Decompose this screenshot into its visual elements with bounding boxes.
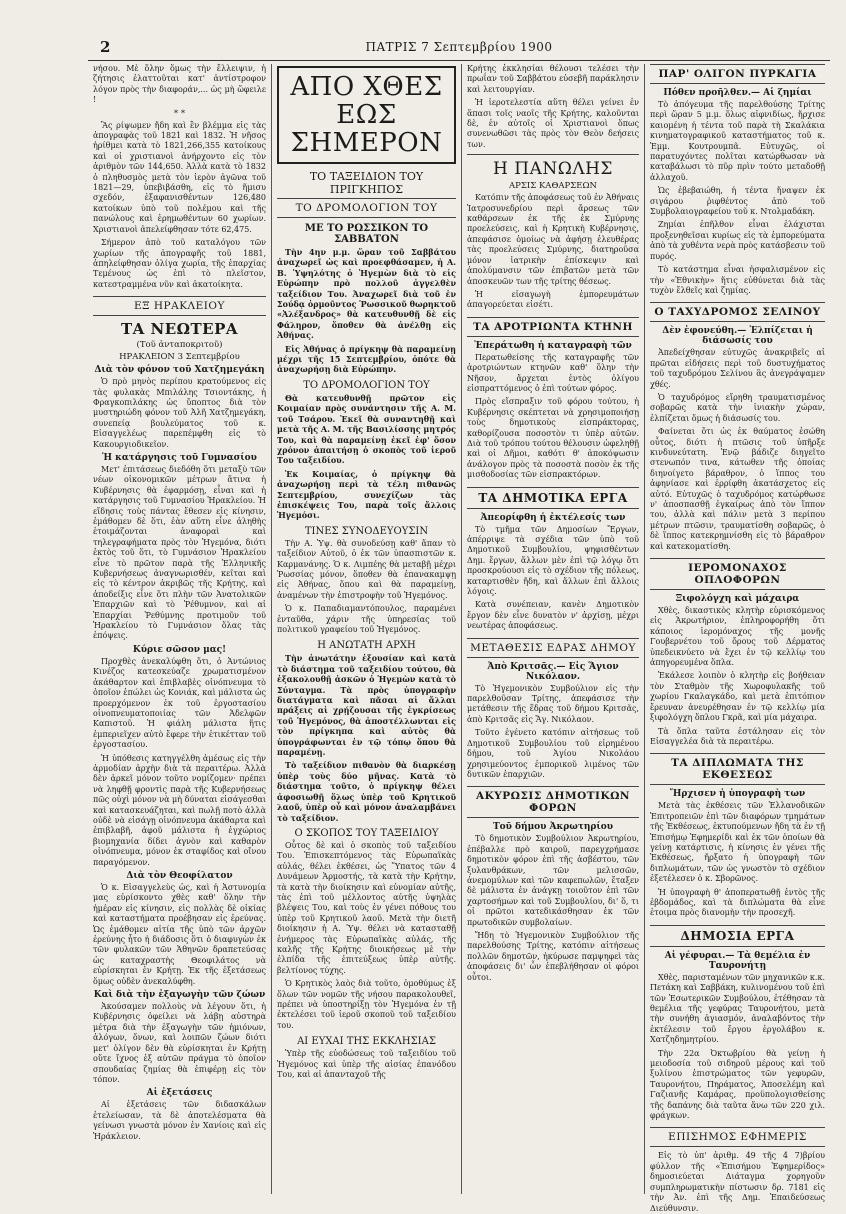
paragraph: Τὴν Α. Ὑψ. θὰ συνοδεύσῃ καθ' ἅπαν τὸ ταξείδιον Αὐτοῦ, ὁ ἐκ τῶν ὑπασπιστῶν κ. Καρμανάνης. Ὁ κ. Λιμπέης θὰ μεταβῇ μέχρι Ῥωσσίας μόνον, ὅποθεν θὰ ἐπανακαμψῃ εἰς Ἀθήνας, ὅπου καὶ θὰ παραμείνῃ, ἀναμένων τὴν ἐπιστροφὴν τοῦ Ἡγεμόνος. [277, 538, 456, 600]
section-title-news: ΤΑ ΝΕΩΤΕΡΑ [120, 320, 239, 339]
subheading: Κύριε σῶσον μας! [132, 644, 227, 655]
subheading: Η ΑΝΩΤΑΤΗ ΑΡΧΗ [317, 640, 416, 652]
subheading: Ἡ κατάργησις τοῦ Γυμνασίου [102, 452, 257, 463]
section-box: ΠΑΡ' ΟΛΙΓΟΝ ΠΥΡΚΑΓΙΑ [650, 64, 825, 84]
subheading: Δὲν ἐφονεύθη.— Ἐλπίζεται ἡ διάσωσίς του [662, 326, 813, 347]
paragraph: νήσου. Μὲ ὅλην ὅμως τὴν ἔλλειψιν, ἡ ζήτησις ἐλαττοῦται κατ' ἀντίστροφον λόγον πρὸς τὴν διαφοράν,... ὡς μὴ ὤφειλε ! [93, 64, 266, 105]
paragraph: Σήμερον ἀπὸ τοῦ καταλόγου τῶν χωρίων τῆς ἀπογραφῆς τοῦ 1881, ἀπηλείφθησαν ὀλίγα χωρία, τῆς ἐπαρχίας Τεμένους ὡς ἐπὶ τὸ πλεῖστον, κατεστραμμένα νῦν καὶ ἀκατοίκητα. [93, 238, 266, 289]
paragraph: Μετὰ τὰς ἐκθέσεις τῶν Ἑλλανοδικῶν Ἐπιτροπειῶν ἐπὶ τῶν διαφόρων τμημάτων τῆς Ἐκθέσεως, ἐκτυπούμενων ἤδη τὰ ἐν τῇ Ἐπισήμῳ Ἐφημερίδι καὶ ἐκ τῶν ὁποίων θὰ γείνῃ κατάρτισις, ἡ κίνησις ἐν γένει τῆς Ἐκθέσεως, ἤρξατο ἡ ὑπογραφὴ τῶν διπλωμάτων, τῶν ὡς γνωστὸν τὸ σχέδιον ἐξετέλεσεν ὁ κ. Σβορῶνος. [650, 801, 825, 884]
masthead-date: ΠΑΤΡΙΣ 7 Σεπτεμβρίου 1900 [365, 40, 553, 54]
paragraph: Τὸ κατάστημα εἶναι ἠσφαλισμένον εἰς τὴν «Ἐθνικὴν» ἥτις εὐθύνεται διὰ τὰς τυχὸν ἔλθεῖς καὶ ζημίας. [650, 265, 825, 295]
subheading: Καὶ διὰ τὴν ἐξαγωγὴν τῶν ζώων [93, 990, 266, 1001]
paragraph: Ὁ κ. Παπαδιαμαντόπουλος, παραμένει ἐνταῦθα, χάριν τῆς ὑπηρεσίας τοῦ πολιτικοῦ γραφείου τοῦ Ἡγεμόνος. [277, 604, 456, 634]
subheading: Ἤρχισεν ἡ ὑπογραφὴ των [669, 789, 806, 800]
article-title: ΤΟ ΤΑΞΕΙΔΙΟΝ ΤΟΥ ΠΡΙΓΚΗΠΟΣ [309, 170, 424, 196]
paragraph: Κρήτης ἐκκλησίαι θέλουσι τελέσει τὴν πρωΐαν τοῦ Σαββάτου εὐσεβῆ παράκλησιν καὶ λειτουργίαν. [467, 64, 639, 94]
section-box: Ο ΤΑΧΥΔΡΟΜΟΣ ΣΕΛΙΝΟΥ [650, 302, 825, 322]
paragraph: Ἀπεδείχθησαν εὐτυχῶς ἀνακριβεῖς αἱ πρῶται εἰδήσεις περὶ τοῦ δυστυχήματος τοῦ ταχυδρόμου Σελίνου ἃς ἀνεγράψαμεν χθές. [650, 348, 825, 389]
paragraph: Τὴν 22α Ὀκτωβρίου θὰ γείνῃ ἡ μειοδοσία τοῦ σιδηροῦ μέρους καὶ τοῦ ξυλίνου ἐπιστρώματος τῶν γεφυρῶν, Ταυρονήτου, Πηράματος, Ἀποσελέμη καὶ Γαζιανῆς Καμάρας, προϋπολογισθείσης τῆς δαπάνης διὰ ταῦτα ἅνω τῶν 220 χιλ. φράγκων. [650, 1048, 825, 1121]
subheading: Τοῦ δήμου Ἀκρωτηρίου [492, 822, 614, 833]
section-title: Η ΠΑΝΩΛΗΣ [493, 159, 613, 180]
article-subtitle: ΤΟ ΔΡΟΜΟΛΟΓΙΟΝ ΤΟΥ [277, 198, 456, 218]
paragraph: Μετ' ἐπιτάσεως διεδόθη ὅτι μεταξὺ τῶν νέων οἰκονομικῶν μέτρων ἅτινα ἡ Κυβέρνησις θὰ ἐφαρμόσῃ, εἶναι καὶ ἡ κατάργησις τοῦ Γυμνασίου Ἡρακλείου. Ἡ εἴδησις τοὺς πάντας ἔθεσεν εἰς κίνησιν, ἐμάθομεν δὲ ὅτι, ἐὰν αὕτη εἶνε ἀληθὴς ἑτοιμάζονται ἀναφοραὶ καὶ τηλεγραφήματα πρὸς τὸν Ἡγεμόνα, διότι ἐκτὸς τοῦ ὅτι, τὸ Γυμνάσιον Ἡρακλείου εἶνε τὸ πρῶτον παρὰ τῆς Ἑλληνικῆς Κυβερνήσεως ἀναγνωρισθέν, κεῖται καὶ εἰς τὸ κέντρον ἀκριβῶς τῆς Κρήτης, καὶ ἀποδείξις εἶνε ὅτι πλὴν τῶν Ἀνατολικῶν Ἐπαρχιῶν καὶ τὸ Ῥέθυμνον, καὶ αἱ Ἐπαρχίαι Ῥεθύμνης προτιμοῦν τοῦ Ἡρακλείου τὸ Γυμνάσιον ὅλας τὰς ἐπόψεις. [93, 464, 266, 641]
paragraph: Ὁ πρὸ μηνὸς περίπου κρατούμενος εἰς τὰς φυλακὰς Μπιλάλης Τσιοντάκης, ἡ Φραγκοπιλάκης ὡς ὕποπτος διὰ τὸν μυστηριώδη φόνον τοῦ Ἀλῆ Χατζημεγάκη, συνεπείᾳ βουλεύματος τοῦ κ. Εἰσαγγελέως παρεπέμφθη εἰς τὸ Κακουργιοδικεῖον. [93, 377, 266, 449]
section-box: ΜΕΤΑΘΕΣΙΣ ΕΔΡΑΣ ΔΗΜΟΥ [467, 638, 639, 658]
paragraph: Τὸ δημοτικὸν Συμβούλιον Ἀκρωτηρίου, ἐπέβαλλε πρὸ καιροῦ, παρεγχρήμασε δημοτικὸν φόρον ἐπὶ τῆς ἀσβέστου, τῶν ξυλανθράκων, τῶν μελισσῶν, ἀνεμομύλων καὶ τῶν καφεπωλῶν, ἔταξεν δὲ μάλιστα ἐν ἀνάγκῃ τοιοῦτον ἐπὶ τῶν χαρτοσήμων καὶ τοῦ Συμβουλίου, δι' ὅ, τι οἱ πρῶτοι κατεδικάσθησαν ἐκ τῶν πρωτοδικῶν συμβολαίων. [467, 834, 639, 927]
section-box: ΤΑ ΔΗΜΟΤΙΚΑ ΕΡΓΑ [467, 487, 639, 509]
paragraph: Ζημίαι ἐπῆλθον εἶναι ἐλάχισται προξενηθεῖσαι κυρίως εἰς τὰ ἐμπορεύματα ἀπὸ τὰ χυθέντα νερὰ πρὸς κατάσβεσιν τοῦ πυρός. [650, 220, 825, 261]
column-2 [271, 64, 461, 1194]
paragraph: Τὸ τμῆμα τῶν Δημοσίων Ἔργων, ἀπέρριψε τὰ σχέδια τῶν ὑπὸ τοῦ Δημοτικοῦ Συμβουλίου, ψηφισθέντων Δημ. ἔργων, ἄλλων μὲν ἐπὶ τῷ λόγῳ ὅτι προσκρούουσι εἰς τὸ σχέδιον τῆς πόλεως, καταρτισθὲν ἤδη, καὶ ἄλλων ἐπὶ ἄλλοις λόγοις. [467, 524, 639, 597]
dateline: ΗΡΑΚΛΕΙΟΝ 3 Σεπτεμβρίου [119, 352, 240, 363]
paragraph: Τὸ ἀπόγευμα τῆς παρελθούσης Τρίτης περὶ ὥραν 5 μ.μ. ὅλως αἰφνιδίως, ἤρχισε καιομένη ἡ τέντα τοῦ παρὰ τὴ Σκαλάκια κινηματογραφικοῦ καταστήματος τοῦ κ. Ἐμμ. Κουτρουμπᾶ. Εὐτυχῶς, οἱ παρατυχόντες πολῖται κατώρθωσαν νὰ καταβάλωσι τὸ πῦρ πρὶν τούτο μεταδοθῇ ἀλλαχοῦ. [650, 100, 825, 182]
subheading: Ἐπεράτωθη ἡ καταγραφὴ τῶν [474, 340, 632, 351]
divider [467, 154, 639, 155]
banner-title: ΑΠΟ ΧΘΕΣ ΕΩΣ ΣΗΜΕΡΟΝ [277, 66, 456, 164]
paragraph: Ὁ κ. Εἰσαγγελεὺς ὡς, καὶ ἡ Ἀστυνομία μας εὑρίσκοντο χθὲς καθ' ὅλην τὴν ἡμέραν εἰς κίνησιν, εἰς πολλὰς δὲ οἰκίας καὶ καταστήματα προέβησαν εἰς ἐρεύνας. Ὡς ἐμάθομεν αἰτία τῆς ὑπὸ τῶν ἀρχῶν ἐρεύνης ἦτο ἡ διάδοσις ὅτι ὁ διαφυγὼν ἐκ τῶν φυλακῶν τῶν Ἀθηνῶν δραπετεύσας ὡς καταχραστὴς Θεοφιλάτος νὰ εὑρίσκηται ἐν Κρήτῃ. Ἐκ τῆς ἐξετάσεως ὅμως οὐδὲν ἀνεκαλύφθη. [93, 883, 266, 986]
paragraph: Τὰ ὅπλα ταῦτα ἐστάλησαν εἰς τὸν Εἰσαγγελέα διὰ τὰ περαιτέρω. [650, 726, 825, 746]
columns [88, 64, 830, 1213]
byline: (Τοῦ ἀνταποκριτοῦ) [136, 340, 223, 351]
section-box: ΕΠΙΣΗΜΟΣ ΕΦΗΜΕΡΙΣ [650, 1127, 825, 1147]
subheading: Διὰ τὸν φόνον τοῦ Χατζημεγάκη [94, 365, 265, 376]
subheading: Αἱ γέφυραι.— Τὰ θεμέλια ἐν Ταυρονήτῃ [664, 950, 811, 971]
paragraph: Ἡ ὑπογραφὴ θ' ἀποπερατωθῇ ἐντὸς τῆς ἑβδομάδος, καὶ τὰ διπλώματα θὰ εἶνε ἑτοιμα πρὸς διανομὴν τὴν προσεχῆ. [650, 887, 825, 918]
section-box: ΙΕΡΟΜΟΝΑΧΟΣ ΟΠΛΟΦΟΡΩΝ [650, 558, 825, 590]
paragraph: Ἂς ρίψωμεν ἤδη καὶ ἓν βλέμμα εἰς τὰς ἀπογραφὰς τοῦ 1821 καὶ 1832. Ἡ νῆσος ἠρίθμει κατὰ τὸ 1821,266,355 κατοίκους καὶ οἱ χριστιανοὶ ἀνήρχοντο εἰς τὸν ἀριθμὸν τῶν 144,650. Ἀλλὰ κατὰ τὸ 1832 ὁ πληθυσμὸς μετὰ τὸν ἱερὸν ἀγῶνα τοῦ 1821—29, ὑπεβιβάσθη, εἰς τὸ ἥμισυ σχεδόν, ἐξαφανισθέντων 126,480 κατοίκων ὑπὸ τοῦ πολέμου καὶ τῆς πανώλους καὶ ἐρημωθέντων 60 χωρίων. Χριστιανοὶ ἀπελείφθησαν τότε 62,475. [93, 120, 266, 234]
column-1 [88, 64, 271, 1194]
paragraph: Ὁ Κρητικὸς λαὸς διὰ τοῦτο, ὁμοθύμως ἐξ ὅλων τῶν νομῶν τῆς νήσου παρακολουθεῖ, πρέπει νὰ ὑποστηρίξῃ τὸν Ἡγεμόνα ἐν τῇ ἐκτελέσει τοῦ ἱεροῦ σκοποῦ τοῦ ταξειδίου του. [277, 979, 456, 1030]
subheading: Διὰ τὸν Θεοφίλατον [126, 871, 233, 881]
subheading: ΤΟ ΔΡΟΜΟΛΟΓΙΟΝ ΤΟΥ [303, 379, 430, 391]
subheading: ΑΡΣΙΣ ΚΑΘΑΡΣΕΩΝ [509, 181, 597, 192]
paragraph: Τὸ Ἡγεμονικὸν Συμβούλιον εἰς τὴν παρελθοῦσαν Τρίτης, ἀπεφάσισε τὴν μετάθεσιν τῆς ἕδρας τοῦ δήμου Κριτσᾶς, ἀπὸ Κριτσᾶς εἰς Ἅγ. Νικόλαον. [467, 683, 639, 724]
subheading: Ἀπεορίφθη ἡ ἐκτέλεσίς των [480, 512, 626, 523]
header-rule [88, 60, 830, 61]
subheading: Ξιφολόγχη καὶ μάχαιρα [675, 594, 800, 605]
paragraph: Ἐκ Κοιμαίας, ὁ πρίγκηψ θὰ ἀναχωρήσῃ περὶ τὰ τέλη πιθανῶς Σεπτεμβρίου, συνεχίζων τὰς ἐπισκέψεις Του, παρὰ τοῖς ἄλλοις Ἡγεμόσι. [277, 468, 456, 521]
column-3 [461, 64, 644, 1194]
subheading: Αἱ ἐξετάσεις [146, 1088, 213, 1099]
paragraph: Ὑπὲρ τῆς εὐοδώσεως τοῦ ταξειδίου τοῦ Ἡγεμόνος καὶ ὑπὲρ τῆς αἰσίας ἐπανόδου Του, καὶ αἱ ἀπανταχοῦ τῆς [277, 1049, 456, 1080]
paragraph: Ἡ εἰσαγωγὴ ἐμπορευμάτων ἀπαγορεύεται εἰσέτι. [467, 289, 639, 310]
paragraph: Ἐκάλεσε λοιπὸν ὁ κλητὴρ εἰς βοήθειαν τὸν Σταθμὸν τῆς Χωροφυλακῆς τοῦ χωρίου Γκαλαγκάδο, καὶ μετὰ ἐπιτόπιον ἔρευναν ἀνευρέθησαν ἐν τῷ κελλίῳ μία ξιφολόγχη ὅπλου Γκρᾶ, καὶ μία μάχαιρα. [650, 671, 825, 723]
paragraph: Χθὲς, δικαστικὸς κλητὴρ εὑρισκόμενος εἰς Ἀκρωτήριον, ἐπληροφορήθη ὅτι κάποιος ἱερομόναχος τῆς μονῆς Γουβερνέτου τοῦ ὄρους τοῦ Δέρματος ὑπεδεικνύετο νὰ ἔχει ἐν τῷ κελλίῳ του ἀπηγορευμένα ὅπλα. [650, 606, 825, 668]
paragraph: Τὴν 4ην μ.μ. ὥραν τοῦ Σαββάτου ἀναχωρεῖ ὡς καὶ προεφθάσαμεν, ἡ Α. Β. Ὑψηλότης ὁ Ἡγεμὼν διὰ τὸ εἰς Εὐρώπην πρὸ πολλοῦ ἀγγελθὲν ταξείδιον Του. Ἀναχωρεῖ διὰ τοῦ ἐν Σούδᾳ ὁρμοῦντος Ῥωσσικοῦ θωρηκτοῦ «Ἀλέξανδρος» θὰ κατευθυνθῇ δὲ εἰς Φάληρον, ὅποθεν θὰ ἀνέλθῃ εἰς Ἀθήνας. [277, 247, 456, 341]
paragraph: Θὰ κατευθυνθῇ πρῶτον εἰς Κοιμαίαν πρὸς συνάντησιν τῆς Α. Μ. τοῦ Τσάρου. Ἐκεῖ θὰ συναντηθῇ καὶ μετὰ τῆς Α. Μ. τῆς Βασιλίσσης μητρός Του, καὶ θὰ παραμείνῃ ἐκεῖ ἐφ' ὅσον χρόνον ἀπαιτήσῃ ὁ σκοπὸς τοῦ ἱεροῦ Του ταξειδίου. [277, 392, 456, 466]
paragraph: Προχθὲς ἀνεκαλύφθη ὅτι, ὁ Ἀντώνιος Κινέζος κατεσκεύαζε χρωματισμένον ἀκάθαρτον καὶ ἐπιβλαβὲς οἰνόπνευμα τὸ ὁποῖον ἐπώλει ὡς Κονιάκ, καὶ μάλιστα ὡς προερχόμενον ἐκ τοῦ ἐργοστασίου οἰνοπνευματοποιίας τῶν Ἀδελφῶν Καπιστοῦ. Ἡ φιάλη μάλιστα ἥτις ἐμπεριεῖχεν αὐτὸ ἔφερε τὴν ἐτικέτταν τοῦ ἐργοστασίου. [93, 656, 266, 750]
page-number: 2 [100, 38, 111, 56]
paragraph: Ἤδη τὸ Ἡγεμονικὸν Συμβούλιον τῆς παρελθούσης Τρίτης, κατόπιν αἰτήσεως πολλῶν δημοτῶν, ἠκύρωσε παμψηφεὶ τὰς ἀποφάσεις δι' ὧν ἐπεβλήθησαν οἱ φόροι οὗτοι. [467, 930, 639, 982]
column-4 [644, 64, 830, 1213]
paragraph: Φαίνεται ὅτι ὡς ἐκ θαύματος ἐσώθη οὗτος, διότι ἡ πτῶσις τοῦ ὑπῆρξε κινδυνεύτατη. Ἐνῷ βάδιζε διηγεῖτο στενωπόν τινα, κάτωθεν τῆς ὁποίας διηνοίγετο βάραθρον, ὁ ἵππος του ἀφηνίασε καὶ ἐρρίφθη ἀκατάσχετος εἰς αὐτό. Εὐτυχῶς ὁ ταχυδρόμος κατώρθωσε ν' ἀποσπασθῇ ἐγκαίρως ἀπὸ τὸν ἵππον του, ἀλλὰ καὶ πάλιν μετὰ 3 περίπου μέτρων πτῶσιν, τραυματίσθη σοβαρῶς, ὁ δὲ ἵππος κατεκρημνίσθη εἰς τὸ βάραθρον καὶ κατεκοματίσθη. [650, 427, 825, 551]
paragraph: Κατὰ συνέπειαν, κανὲν Δημοτικὸν ἔργον δὲν εἶνε δυνατὸν ν' ἀρχίσῃ, μέχρι νεωτέρας ἀποφάσεως. [467, 600, 639, 631]
page-header [88, 38, 830, 60]
paragraph: Αἱ ἐξετάσεις τῶν διδασκάλων ἐτελείωσαν, τὰ δὲ ἀποτελέσματα θὰ γείνωσι γνωστὰ μόνον ἐν Χανίοις καὶ εἰς Ἡράκλειον. [93, 1100, 266, 1141]
paragraph: Ἡ ὑπόθεσις κατηγγέλθη ἀμέσως εἰς τὴν ἁρμοδίαν ἀρχὴν διὰ τὰ περαιτέρω. Ἀλλὰ δὲν ἀρκεῖ μόνον τοῦτο νομίζομεν· πρέπει νὰ ληφθῇ φροντὶς παρὰ τῆς Κυβερνήσεως πῶς οὐχὶ μόνον νὰ μὴ δύναται εἰσάγεσθαι καὶ κατασκευάζηται, καὶ πωλῇ ποτὸ ἀλλὰ οὐδὲ νὰ εἰσάγῃ οἰνόπνευμα ἀκάθαρτα καὶ ἐπιβλαβῆ, ἀφοῦ μάλιστα ἡ ἐγχώριος βιομηχανία δίδει ἀγνὸν καὶ καθαρὸν οἰνόπνευμα, μόνον ἐκ σταφίδος καὶ οἴνου παραγόμενον. [93, 753, 266, 867]
subheading: Ἀπὸ Κριτσᾶς.— Εἰς Ἅγιον Νικόλαον. [487, 661, 619, 682]
separator-stars: * * [173, 108, 186, 119]
subheading: ΤΙΝΕΣ ΣΥΝΟΔΕΥΟΥΣΙΝ [304, 525, 429, 537]
section-box: ΑΚΥΡΩΣΙΣ ΔΗΜΟΤΙΚΩΝ ΦΟΡΩΝ [467, 786, 639, 818]
paragraph: Πρὸς εἴσπραξιν τοῦ φόρου τούτου, ἡ Κυβέρνησις σκέπτεται νὰ χρησιμοποιήσῃ τοὺς δημοτικοὺς εἰσπράκτορας, καθορίζουσα ποσοστὸν τι ὑπὲρ αὐτῶν. Διὰ τοῦ τρόπου τούτου θέλουσιν ὠφεληθῇ καὶ οἱ Δῆμοι, καθότι θ' ἀποκόψωσιν ἀνάλογον πρὸς τὰ ποσοστὰ ποσὸν ἐκ τῆς μισθοδοσίας τῶν εἰσπρακτόρων. [467, 397, 639, 480]
paragraph: Ἀκούσαμεν πολλοὺς νὰ λέγουν ὅτι, ἡ Κυβέρνησις ὀφείλει νὰ λάβῃ αὐστηρὰ μέτρα διὰ τὴν ἐξαγωγὴν τῶν ἡμιόνων, ἀλόγων, ὄνων, καὶ λοιπῶν ζώων διότι μετ' ὀλίγον δὲν θὰ εὑρίσκηται ἐν Κρήτῃ οὔτε ἴχνος ἐξ αὐτῶν πράγμα τὸ ὁποῖον σπουδαίας ζημίας θὰ ἐπιφέρῃ εἰς τὸν τόπον. [93, 1002, 266, 1084]
section-box: ΤΑ ΔΙΠΛΩΜΑΤΑ ΤΗΣ ΕΚΘΕΣΕΩΣ [650, 753, 825, 785]
paragraph: Τὸ ταξείδιον πιθανὸν θὰ διαρκέσῃ ὑπὲρ τοὺς δύο μῆνας. Κατὰ τὸ διάστημα τοῦτο, ὁ πρίγκηψ θέλει ἀφοσιωθῇ ὅλως ὑπὲρ τοῦ Κρητικοῦ λαοῦ, ὑπὲρ οὗ καὶ μόνον ἀναλαμβάνει τὸ ταξείδιον. [277, 760, 456, 823]
paragraph: Εἰς τὸ ὑπ' ἀριθμ. 49 τῆς 4 7)βρίου φύλλον τῆς «Ἐπισήμου Ἐφημερίδος» δημοσιεύεται Διάταγμα χορηγοῦν συμπληρωματικὴν πίστωσιν δρ. 7181 εἰς τὴν Ἀν. ἐπὶ τῆς Δημ. Ἐπαιδεύσεως Διεύθυνσιν. [650, 1151, 825, 1213]
subheading: ΑΙ ΕΥΧΑΙ ΤΗΣ ΕΚΚΛΗΣΙΑΣ [297, 1036, 436, 1048]
section-box: ΔΗΜΟΣΙΑ ΕΡΓΑ [650, 925, 825, 947]
paragraph: Περατωθείσης τῆς καταγραφῆς τῶν ἀροτριώντων κτηνῶν καθ' ὅλην τὴν Νῆσον, ἄρχεται ἐντὸς ὀλίγου εἰσπραττόμενος ὁ ἐπὶ τούτων φόρος. [467, 352, 639, 393]
paragraph: Τὴν ἀνωτάτην ἐξουσίαν καὶ κατὰ τὸ διάστημα τοῦ ταξειδίου τούτου, θὰ ἐξακολουθῇ ἀσκῶν ὁ Ἡγεμὼν κατὰ τὸ Σύνταγμα. Τὰ πρὸς ὑπογραφὴν διατάγματα καὶ πᾶσαι αἱ ἄλλαι πράξεις αἱ χρῄζουσαι τῆς ἐγκρίσεως τοῦ Ἡγεμόνος, θὰ ἀποστέλλωνται εἰς τὸν πρίγκηπα καὶ αὐτὸς θὰ ὑπογράφωνται ἐν τῷ τόπῳ ὅπου θὰ παραμένῃ. [277, 653, 456, 758]
paragraph: Ὁ ταχυδρόμος εἴρηθη τραυματισμένος σοβαρῶς κατὰ τὴν ἰνιακὴν χώραν, ἐλπίζεται ὅμως ἡ διάσωσίς του. [650, 392, 825, 423]
paragraph: Τοῦτο ἐγένετο κατόπιν αἰτήσεως τοῦ Δημοτικοῦ Συμβουλίου τοῦ εἰρημένου δήμου, τοῦ Ἁγίου Νικολάου χρησιμεύοντος ἐμπορικοῦ λιμένος τῶν δυτικῶν ἐπαρχιῶν. [467, 728, 639, 779]
paragraph: Εἰς Ἀθήνας ὁ πρίγκηψ θὰ παραμείνῃ μέχρι τῆς 15 Σεπτεμβρίου, ὁπότε θὰ ἀναχωρήσῃ διὰ Εὐρώπην. [277, 343, 456, 375]
paragraph: Χθὲς, παρισταμένων τῶν μηχανικῶν κ.κ. Πετάκη καὶ Σαββάκη, κυλινομένου τοῦ ἐπὶ τῶν Ἐσωτερικῶν Συμβούλου, ἐτέθησαν τὰ θεμέλια τῆς γεφύρας Ταυρονήτου, μετὰ τὴν συνήθη ἁγιασμόν, ἀναλαβόντος τὴν ἐκτέλεσιν τοῦ ἔργου ἐργολάβου κ. Χατζηδημητρίου. [650, 972, 825, 1045]
subheading: ΜΕ ΤΟ ΡΩΣΣΙΚΟΝ ΤΟ ΣΑΒΒΑΤΟΝ [304, 223, 429, 245]
subheading: Πόθεν προῆλθεν.— Αἱ ζημίαι [663, 88, 812, 98]
subheading: Ο ΣΚΟΠΟΣ ΤΟΥ ΤΑΞΕΙΔΙΟΥ [294, 827, 439, 839]
section-box-heraklion: ΕΞ ΗΡΑΚΛΕΙΟΥ [93, 296, 266, 316]
paragraph: Ὡς ἐβεβαιώθη, ἡ τέντα ἥναψεν ἐκ σιγάρου ῥιφθέντος ἀπὸ τοῦ Συμβολαιογραφείου τοῦ κ. Ντολμαδάκη. [650, 186, 825, 217]
section-box: ΤΑ ΑΡΟΤΡΙΩΝΤΑ ΚΤΗΝΗ [467, 317, 639, 337]
paragraph: Ἡ ἱεροτελεστία αὕτη θέλει γείνει ἐν ἅπασι τοῖς ναοῖς τῆς Κρήτης, καλοῦνται δὲ, ἐν αὐτοῖς οἱ Χριστιανοὶ ὅπως συνενωθῶσι τὰς πρὸς τὸν Θεὸν δεήσεις των. [467, 98, 639, 149]
paragraph: Οὗτος δὲ καὶ ὁ σκοπὸς τοῦ ταξειδίου Του. Ἐπισκεπτόμενος τὰς Εὐρωπαϊκὰς αὐλάς, θέλει ἐκθέσει, ὡς Ὕπατος τῶν 4 Δυνάμεων Ἁρμοστής, τὰ κατὰ τὴν Κρήτην, τὰ κατὰ τὴν διοίκησιν καὶ εὐνομίαν αὐτῆς, τὰς ἐπὶ τοῦ μέλλοντος αὐτῆς ὑψηλὰς βλέψεις Του, καὶ τοὺς ἐν γένει πόθους του ὑπὲρ τοῦ Κρητικοῦ λαοῦ. Μετὰ τὴν διετῆ διοίκησιν ἡ Α. Ὑψ. θέλει νὰ κατασταθῇ ἐνήμερος τὰς Εὐρωπαϊκὰς αὐλάς, τῆς καλῆς τῆς Κρήτης διοικήσεως μὲ τὴν ἐλπίδα τῆς ἐπιτεύξεως ὑπὲρ αὐτῆς. βελτίονος τύχης. [277, 840, 456, 975]
paragraph: Κατόπιν τῆς ἀποφάσεως τοῦ ἐν Ἀθήναις Ἰατροσυνεδρίου περὶ ἄρσεως τῶν καθάρσεων ἐκ τῆς ἐκ Σμύρνης προελεύσεις, καὶ ἡ Κρητικὴ Κυβέρνησις, ἀπεφάσισε ὁμοίως νὰ ἀφήσῃ ἐλευθέρας τὰς προελεύσεις Σμύρνης, διατηροῦσα μόνον ἰατρικὴν ἐπίσκεψιν καὶ ἀπολύμανσιν τῶν ἐπιβατῶν μετὰ τῶν ἀποσκευῶν των τῆς τρίτης θέσεως. [467, 193, 639, 286]
